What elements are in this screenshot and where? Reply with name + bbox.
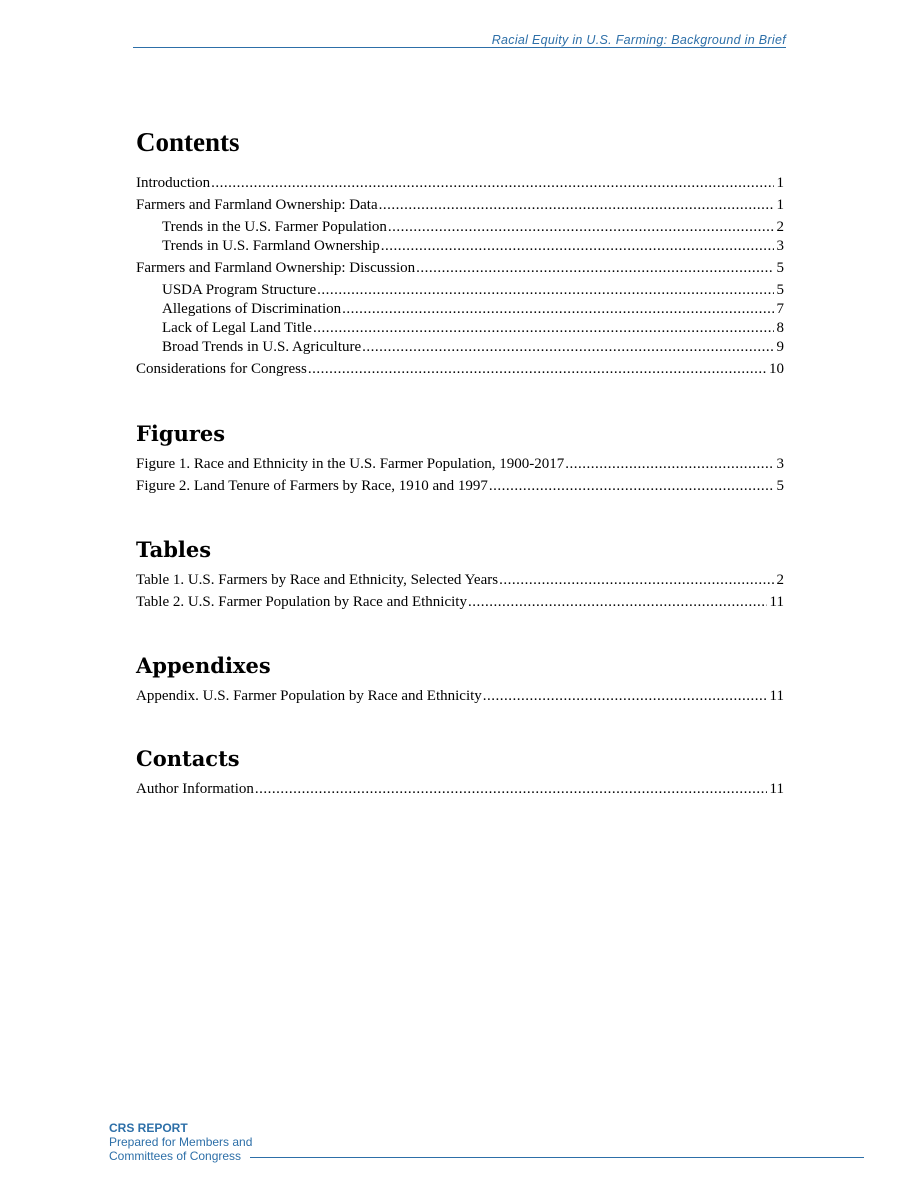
toc-entry-page: 5	[776, 260, 784, 276]
toc-entry-table-1[interactable]	[136, 571, 784, 593]
toc-entry-farmer-population[interactable]	[136, 218, 784, 237]
contents-heading: Contents	[136, 127, 240, 157]
toc-leader	[255, 780, 767, 799]
toc-entry-label: Farmers and Farmland Ownership: Discussion	[136, 260, 416, 276]
toc-entry-farmers-discussion[interactable]	[136, 259, 784, 281]
running-header-title: Racial Equity in U.S. Farming: Background in Brief	[491, 33, 786, 47]
toc-entry-page: 2	[776, 219, 784, 235]
toc-leader	[362, 338, 773, 357]
toc-entry-figure-1[interactable]	[136, 455, 784, 477]
toc-entry-label: Appendix. U.S. Farmer Population by Race and Ethnicity	[136, 688, 482, 704]
crs-report-line3: Committees of Congress	[109, 1149, 242, 1163]
toc-entry-label: Allegations of Discrimination	[162, 301, 342, 317]
toc-leader	[483, 687, 767, 706]
crs-report-logo	[109, 1121, 252, 1163]
toc-entry-considerations[interactable]	[136, 360, 784, 382]
toc-leader	[565, 455, 773, 474]
toc-entry-figure-2[interactable]	[136, 477, 784, 499]
toc-entry-label: Figure 2. Land Tenure of Farmers by Race, 1910 and 1997	[136, 478, 488, 494]
toc-leader	[381, 237, 774, 256]
toc-leader	[388, 218, 774, 237]
toc-leader	[211, 174, 773, 193]
toc-entry-label: Trends in U.S. Farmland Ownership	[162, 238, 380, 254]
toc-leader	[313, 319, 774, 338]
toc-entry-farmers-data[interactable]	[136, 196, 784, 218]
toc-entry-usda-program[interactable]	[136, 281, 784, 300]
header-divider	[133, 47, 786, 48]
toc-leader	[499, 571, 773, 590]
toc-leader	[468, 593, 767, 612]
toc-leader	[308, 360, 766, 379]
toc-leader	[489, 477, 774, 496]
toc-entry-appendix[interactable]	[136, 687, 784, 709]
toc-entry-label: Table 2. U.S. Farmer Population by Race and Ethnicity	[136, 594, 467, 610]
appendixes-list	[136, 687, 784, 709]
toc-entry-page: 3	[776, 456, 784, 472]
toc-entry-page: 10	[769, 361, 784, 377]
toc-entry-label: Broad Trends in U.S. Agriculture	[162, 339, 362, 355]
toc-leader	[416, 259, 773, 278]
toc-entry-label: Farmers and Farmland Ownership: Data	[136, 197, 378, 213]
toc-leader	[379, 196, 774, 215]
toc-leader	[317, 281, 773, 300]
toc-entry-page: 7	[776, 301, 784, 317]
toc-entry-label: Author Information	[136, 781, 254, 797]
toc-entry-label: Trends in the U.S. Farmer Population	[162, 219, 387, 235]
contacts-list	[136, 780, 784, 802]
toc-entry-label: Introduction	[136, 175, 211, 191]
crs-report-line2: Prepared for Members and	[109, 1135, 253, 1149]
toc-entry-page: 1	[776, 197, 784, 213]
toc-entry-label: Table 1. U.S. Farmers by Race and Ethnicity, Selected Years	[136, 572, 499, 588]
toc-entry-label: USDA Program Structure	[162, 282, 317, 298]
tables-heading: Tables	[136, 537, 212, 562]
toc-entry-label: Figure 1. Race and Ethnicity in the U.S. Farmer Population, 1900-2017	[136, 456, 565, 472]
figures-heading: Figures	[136, 421, 226, 446]
toc-entry-page: 8	[776, 320, 784, 336]
toc-entry-label: Lack of Legal Land Title	[162, 320, 312, 336]
toc-entry-introduction[interactable]	[136, 174, 784, 196]
toc-entry-table-2[interactable]	[136, 593, 784, 615]
appendixes-heading: Appendixes	[136, 653, 271, 678]
contents-list	[136, 174, 784, 382]
tables-list	[136, 571, 784, 615]
figures-list	[136, 455, 784, 499]
toc-entry-page: 3	[776, 238, 784, 254]
toc-entry-discrimination[interactable]	[136, 300, 784, 319]
contacts-heading: Contacts	[136, 746, 240, 771]
toc-entry-farmland-ownership[interactable]	[136, 237, 784, 259]
toc-entry-page: 11	[769, 594, 784, 610]
crs-report-title: CRS REPORT	[109, 1121, 188, 1135]
toc-entry-author-information[interactable]	[136, 780, 784, 802]
toc-entry-page: 9	[776, 339, 784, 355]
footer-divider	[250, 1157, 864, 1158]
toc-entry-page: 1	[776, 175, 784, 191]
toc-entry-label: Considerations for Congress	[136, 361, 307, 377]
toc-entry-page: 11	[769, 688, 784, 704]
toc-entry-land-title[interactable]	[136, 319, 784, 338]
toc-entry-broad-trends[interactable]	[136, 338, 784, 360]
toc-entry-page: 5	[776, 282, 784, 298]
toc-leader	[342, 300, 773, 319]
toc-entry-page: 11	[769, 781, 784, 797]
toc-entry-page: 5	[776, 478, 784, 494]
toc-entry-page: 2	[776, 572, 784, 588]
